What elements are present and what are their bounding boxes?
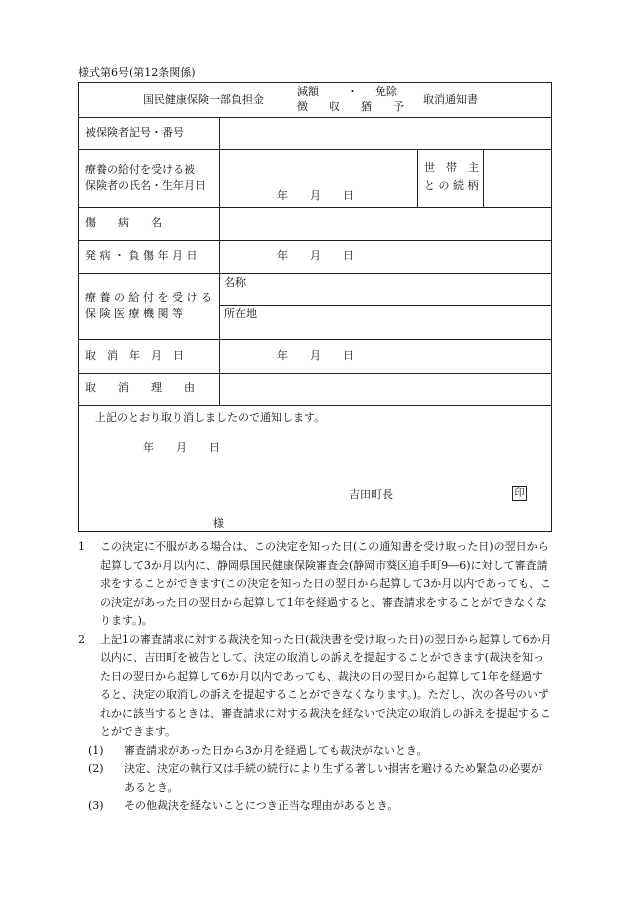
cancel-date-label: 取 消 年 月 日 (85, 349, 184, 362)
subnote-number: (3) (88, 799, 104, 812)
row-divider (79, 405, 551, 406)
option-deferral-char: 猶 (361, 100, 372, 113)
notice-form-table (78, 82, 552, 532)
issuer-name: 吉田町長 (349, 488, 393, 501)
facility-label-line2: 保 険 医 療 機 関 等 (85, 307, 183, 320)
note-number: 1 (78, 540, 85, 553)
onset-date-field: 年 月 日 (277, 249, 354, 262)
row-divider (79, 373, 551, 374)
appeal-notes (78, 538, 552, 816)
subnote-number: (1) (88, 743, 104, 757)
note-number: 2 (78, 632, 85, 646)
subnote-number: (2) (88, 762, 104, 775)
subnote-text: 決定、決定の執行又は手続の続行により生ずる著しい損害を避けるため緊急の必要があるとき。 (124, 762, 542, 794)
cancel-date-field: 年 月 日 (277, 349, 354, 362)
seal-stamp-box: 印 (512, 486, 527, 501)
onset-date-label: 発 病 ・ 負 傷 年 月 日 (85, 249, 198, 262)
relation-label-line2: と の 続 柄 (424, 179, 479, 192)
row-divider (79, 339, 551, 340)
row-divider (79, 149, 551, 150)
title-suffix: 取消通知書 (423, 93, 478, 106)
relation-label-line1: 世 帯 主 (424, 161, 479, 174)
option-reduction: 減額 (297, 85, 319, 98)
option-separator: ・ (347, 85, 358, 98)
cancel-reason-label: 取 消 理 由 (85, 381, 195, 394)
insured-name-label-line2: 保険者の氏名・生年月日 (85, 179, 206, 192)
subnote-text: その他裁決を経ないことにつき正当な理由があるとき。 (124, 799, 399, 812)
note-item (78, 631, 552, 742)
facility-address-label: 所在地 (224, 307, 257, 320)
subnote-item (78, 742, 552, 761)
title-prefix: 国民健康保険一部負担金 (143, 93, 264, 106)
facility-label-line1: 療 養 の 給 付 を 受 け る (85, 291, 212, 304)
facility-name-label: 名称 (224, 276, 246, 289)
note-item (78, 538, 552, 631)
birth-date-field: 年 月 日 (277, 189, 354, 202)
row-divider (79, 207, 551, 208)
insured-name-label-line1: 療養の給付を受ける被 (85, 163, 195, 176)
subnote-text: 審査請求があった日から3か月を経過しても裁決がないとき。 (124, 743, 428, 757)
column-divider (417, 149, 418, 207)
subnote-item (78, 797, 552, 816)
recipient-suffix: 様 (213, 517, 224, 530)
notice-body-text: 上記のとおり取り消しましたので通知します。 (95, 411, 326, 424)
option-deferral-char: 予 (393, 100, 404, 113)
row-divider (79, 117, 551, 118)
option-exemption: 免除 (375, 85, 397, 98)
row-divider (219, 305, 551, 306)
row-divider (79, 273, 551, 274)
column-divider (483, 149, 484, 207)
column-divider (219, 117, 220, 405)
notice-date: 年 月 日 (143, 441, 220, 454)
row-divider (79, 240, 551, 241)
injury-name-label: 傷 病 名 (85, 216, 162, 229)
note-text: この決定に不服がある場合は、この決定を知った日(この通知書を受け取った日)の翌日から起算して3か月以内に、静岡県国民健康保険審査会(静岡市葵区追手町9―6)に対して審査請求をすることができます(この決定を知った日の翌日から起算して3か月以内であっても、この決定があった日の翌日から起算して1年を経過すると、審査請求をすることができなくなります。)。 (100, 540, 552, 627)
option-deferral-char: 収 (329, 100, 340, 113)
note-text: 上記1の審査請求に対する裁決を知った日(裁決書を受け取った日)の翌日から起算して6か月以内に、吉田町を被告として、決定の取消しの訴えを提起することができます(裁決を知った日の翌日から起算して6か月以内であっても、裁決の日の翌日から起算して1年を経過すると、決定の取消しの訴えを提起することができなくなります。)。ただし、次の各号のいずれかに該当するときは、審査請求に対する裁決を経ないで決定の取消しの訴えを提起することができます。 (100, 632, 552, 738)
insured-number-label: 被保険者記号・番号 (85, 126, 184, 139)
option-deferral-char: 徴 (297, 100, 308, 113)
form-number-label: 様式第6号(第12条関係) (78, 66, 196, 79)
subnote-item (78, 760, 552, 797)
